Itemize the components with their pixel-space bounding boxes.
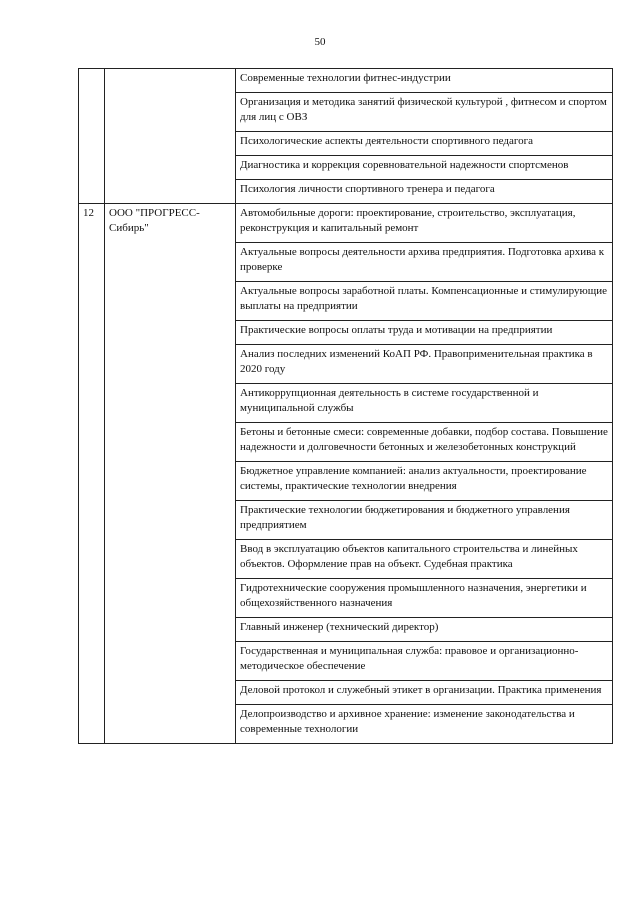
course-cell: Главный инженер (технический директор) (236, 618, 613, 642)
organization-cell: ООО "ПРОГРЕСС-Сибирь" (105, 204, 236, 744)
course-cell: Делопроизводство и архивное хранение: изменение законодательства и современные технологии (236, 705, 613, 744)
table-row (79, 69, 613, 93)
course-cell: Ввод в эксплуатацию объектов капитального строительства и линейных объектов. Оформление прав на объект. Судебная практика (236, 540, 613, 579)
table-row (79, 204, 613, 243)
course-cell: Практические вопросы оплаты труда и мотивации на предприятии (236, 321, 613, 345)
row-number-cell (79, 69, 105, 204)
course-cell: Актуальные вопросы заработной платы. Компенсационные и стимулирующие выплаты на предприятии (236, 282, 613, 321)
course-cell: Автомобильные дороги: проектирование, строительство, эксплуатация, реконструкция и капитальный ремонт (236, 204, 613, 243)
course-cell: Организация и методика занятий физической культурой , фитнесом и спортом для лиц с ОВЗ (236, 93, 613, 132)
course-cell: Бетоны и бетонные смеси: современные добавки, подбор состава. Повышение надежности и долговечности бетонных и железобетонных конструкций (236, 423, 613, 462)
courses-table (78, 68, 613, 744)
course-cell: Современные технологии фитнес-индустрии (236, 69, 613, 93)
course-cell: Антикоррупционная деятельность в системе государственной и муниципальной службы (236, 384, 613, 423)
course-cell: Государственная и муниципальная служба: правовое и организационно-методическое обеспечение (236, 642, 613, 681)
course-cell: Актуальные вопросы деятельности архива предприятия. Подготовка архива к проверке (236, 243, 613, 282)
organization-cell (105, 69, 236, 204)
course-cell: Психологические аспекты деятельности спортивного педагога (236, 132, 613, 156)
courses-table-body (79, 69, 613, 744)
course-cell: Практические технологии бюджетирования и бюджетного управления предприятием (236, 501, 613, 540)
course-cell: Бюджетное управление компанией: анализ актуальности, проектирование системы, практические технологии внедрения (236, 462, 613, 501)
course-cell: Диагностика и коррекция соревновательной надежности спортсменов (236, 156, 613, 180)
row-number-cell: 12 (79, 204, 105, 744)
page-number: 50 (314, 36, 326, 48)
course-cell: Деловой протокол и служебный этикет в организации. Практика применения (236, 681, 613, 705)
course-cell: Психология личности спортивного тренера и педагога (236, 180, 613, 204)
course-cell: Анализ последних изменений КоАП РФ. Правоприменительная практика в 2020 году (236, 345, 613, 384)
course-cell: Гидротехнические сооружения промышленного назначения, энергетики и общехозяйственного назначения (236, 579, 613, 618)
